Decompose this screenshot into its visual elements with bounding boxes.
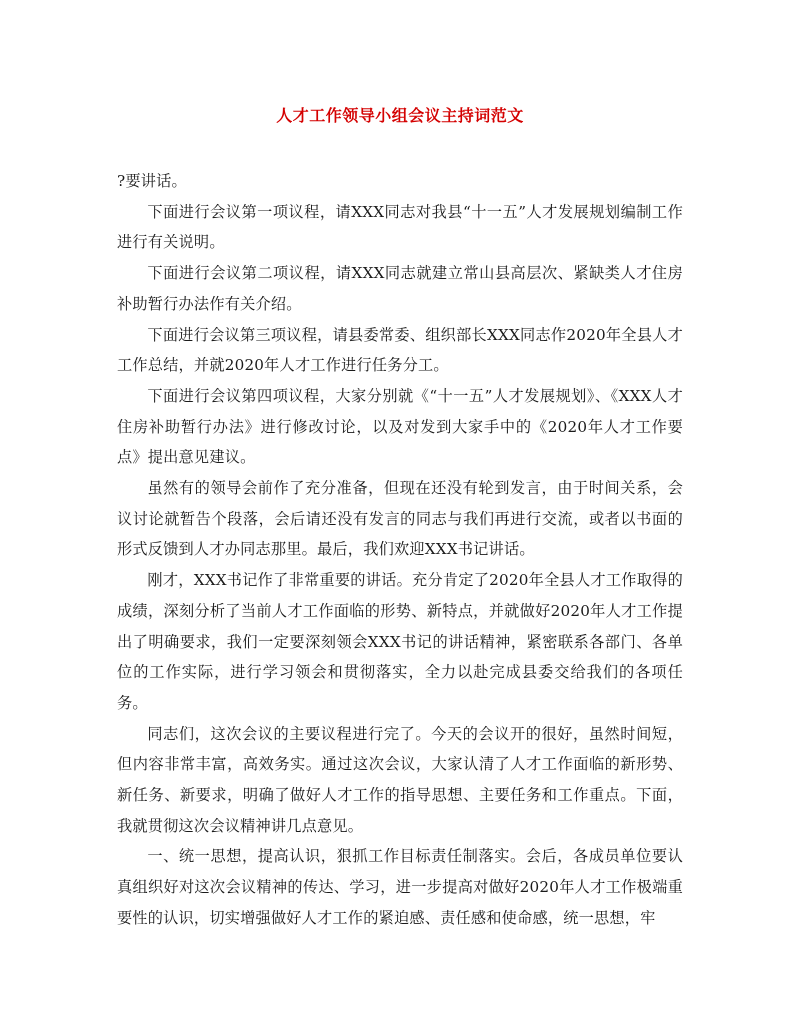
document-title: 人才工作领导小组会议主持词范文 [276,106,524,125]
document-body [117,166,683,934]
paragraph-1: ?要讲话。 [117,172,187,190]
paragraph-8: 同志们，这次会议的主要议程进行完了。今天的会议开的很好，虽然时间短，但内容非常丰富，高效务实。通过这次会议，大家认清了人才工作面临的新形势、新任务、新要求，明确了做好人才工作的指导思想、主要任务和工作重点。下面，我就贯彻这次会议精神讲几点意见。 [117,724,683,835]
paragraph-3: 下面进行会议第二项议程，请XXX同志就建立常山县高层次、紧缺类人才住房补助暂行办法作有关介绍。 [117,264,683,313]
paragraph-4: 下面进行会议第三项议程，请县委常委、组织部长XXX同志作2020年全县人才工作总结，并就2020年人才工作进行任务分工。 [117,325,683,375]
paragraph-2: 下面进行会议第一项议程，请XXX同志对我县“十一五”人才发展规划编制工作进行有关说明。 [117,202,683,252]
paragraph-5: 下面进行会议第四项议程，大家分别就《“十一五”人才发展规划》、《XXX人才住房补助暂行办法》进行修改讨论，以及对发到大家手中的《2020年人才工作要点》提出意见建议。 [117,386,683,467]
paragraph-9: 一、统一思想，提高认识，狠抓工作目标责任制落实。会后，各成员单位要认真组织好对这次会议精神的传达、学习，进一步提高对做好2020年人才工作极端重要性的认识，切实增强做好人才工作的紧迫感、责任感和使命感，统一思想，牢 [117,847,683,927]
document-page [117,0,683,934]
paragraph-6: 虽然有的领导会前作了充分准备，但现在还没有轮到发言，由于时间关系，会议讨论就暂告个段落，会后请还没有发言的同志与我们再进行交流，或者以书面的形式反馈到人才办同志那里。最后，我们欢迎XXX书记讲话。 [117,479,683,559]
paragraph-7: 刚才，XXX书记作了非常重要的讲话。充分肯定了2020年全县人才工作取得的成绩，深刻分析了当前人才工作面临的形势、新特点，并就做好2020年人才工作提出了明确要求，我们一定要深刻领会XXX书记的讲话精神，紧密联系各部门、各单位的工作实际，进行学习领会和贯彻落实，全力以赴完成县委交给我们的各项任务。 [117,571,683,712]
